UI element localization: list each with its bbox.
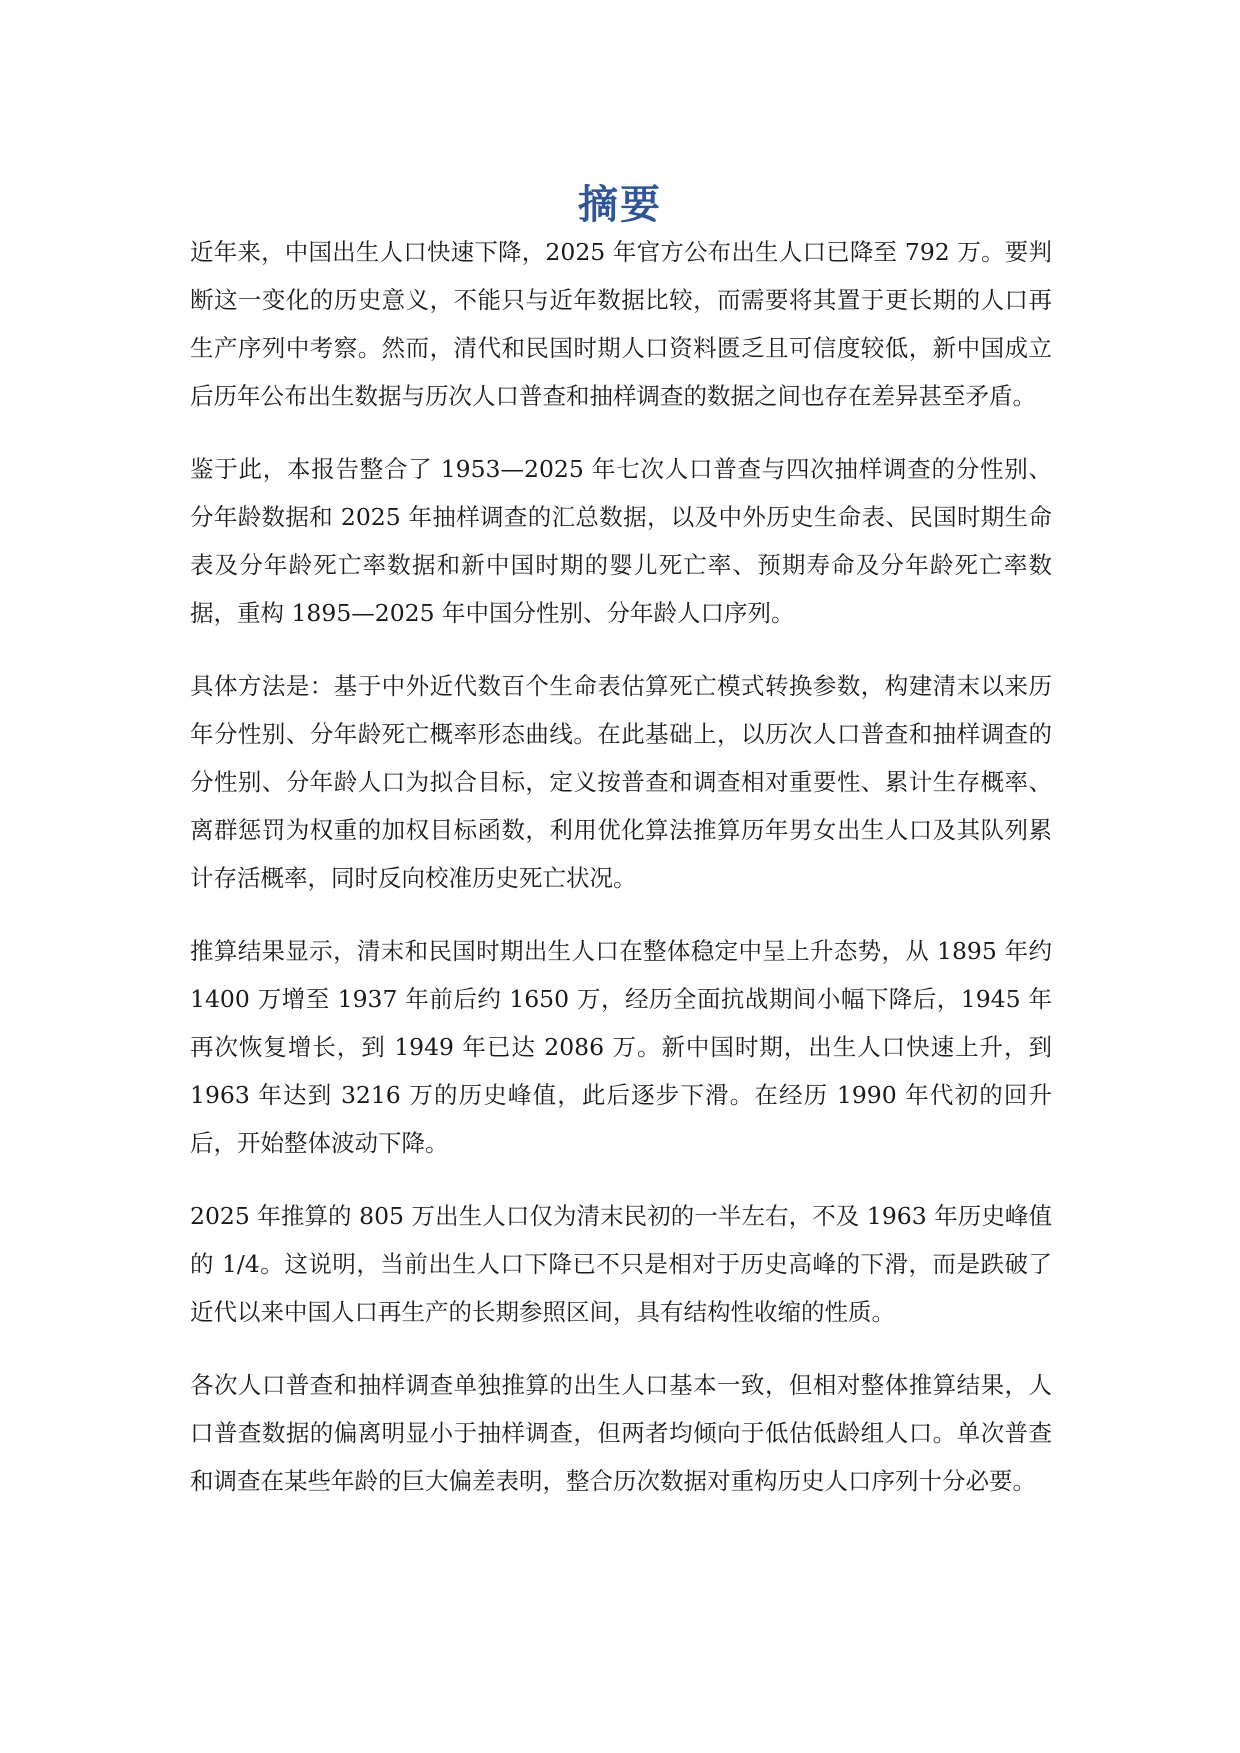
abstract-body bbox=[190, 228, 1052, 1530]
page-title: 摘要 bbox=[578, 180, 662, 228]
abstract-paragraph-5: 2025 年推算的 805 万出生人口仅为清末民初的一半左右，不及 1963 年历史峰值的 1/4。这说明，当前出生人口下降已不只是相对于历史高峰的下滑，而是跌破了近代以来中国人口再生产的长期参照区间，具有结构性收缩的性质。 bbox=[190, 1202, 1052, 1326]
abstract-paragraph-1: 近年来，中国出生人口快速下降，2025 年官方公布出生人口已降至 792 万。要判断这一变化的历史意义，不能只与近年数据比较，而需要将其置于更长期的人口再生产序列中考察。然而，清代和民国时期人口资料匮乏且可信度较低，新中国成立后历年公布出生数据与历次人口普查和抽样调查的数据之间也存在差异甚至矛盾。 bbox=[190, 238, 1052, 410]
abstract-paragraph-6: 各次人口普查和抽样调查单独推算的出生人口基本一致，但相对整体推算结果，人口普查数据的偏离明显小于抽样调查，但两者均倾向于低估低龄组人口。单次普查和调查在某些年龄的巨大偏差表明，整合历次数据对重构历史人口序列十分必要。 bbox=[190, 1371, 1052, 1495]
abstract-paragraph-2: 鉴于此，本报告整合了 1953—2025 年七次人口普查与四次抽样调查的分性别、分年龄数据和 2025 年抽样调查的汇总数据，以及中外历史生命表、民国时期生命表及分年龄死亡率数据和新中国时期的婴儿死亡率、预期寿命及分年龄死亡率数据，重构 1895—2025 年中国分性别、分年龄人口序列。 bbox=[190, 455, 1052, 627]
abstract-paragraph-4: 推算结果显示，清末和民国时期出生人口在整体稳定中呈上升态势，从 1895 年约 1400 万增至 1937 年前后约 1650 万，经历全面抗战期间小幅下降后，1945 年再次恢复增长，到 1949 年已达 2086 万。新中国时期，出生人口快速上升，到 1963 年达到 3216 万的历史峰值，此后逐步下滑。在经历 1990 年代初的回升后，开始整体波动下降。 bbox=[190, 937, 1052, 1157]
abstract-paragraph-3: 具体方法是：基于中外近代数百个生命表估算死亡模式转换参数，构建清末以来历年分性别、分年龄死亡概率形态曲线。在此基础上，以历次人口普查和抽样调查的分性别、分年龄人口为拟合目标，定义按普查和调查相对重要性、累计生存概率、离群惩罚为权重的加权目标函数，利用优化算法推算历年男女出生人口及其队列累计存活概率，同时反向校准历史死亡状况。 bbox=[190, 672, 1052, 892]
